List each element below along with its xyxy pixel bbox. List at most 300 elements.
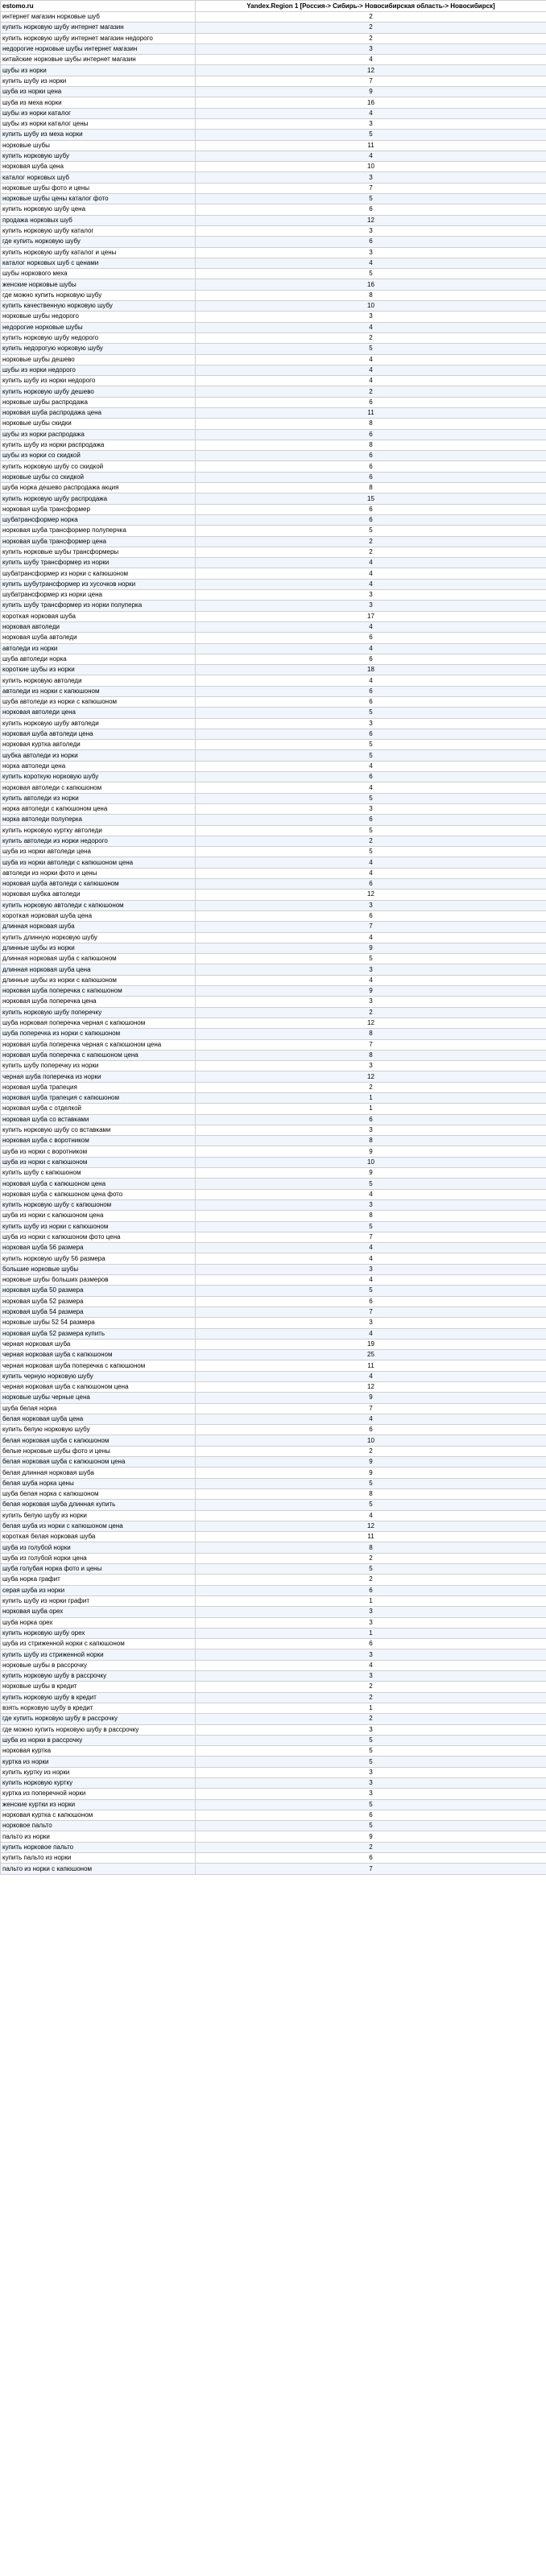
count-cell[interactable]: 17	[196, 611, 546, 621]
count-cell[interactable]: 9	[196, 943, 546, 953]
count-cell[interactable]: 3	[196, 43, 546, 54]
keyword-cell[interactable]: купить норковую шубу распродажа	[1, 493, 196, 504]
count-cell[interactable]: 9	[196, 986, 546, 997]
keyword-cell[interactable]: белая шуба норка цены	[1, 1478, 196, 1488]
count-cell[interactable]: 5	[196, 1500, 546, 1510]
keyword-cell[interactable]: женские куртки из норки	[1, 1799, 196, 1810]
keyword-cell[interactable]: шуба из норки с капюшоном цена	[1, 1211, 196, 1221]
count-cell[interactable]: 2	[196, 1714, 546, 1724]
count-cell[interactable]: 8	[196, 1211, 546, 1221]
keyword-cell[interactable]: купить шубу из норки графит	[1, 1596, 196, 1606]
count-cell[interactable]: 2	[196, 836, 546, 846]
keyword-cell[interactable]: купить норковую шубу со скидкой	[1, 461, 196, 472]
keyword-cell[interactable]: купить шубу с капюшоном	[1, 1168, 196, 1179]
keyword-cell[interactable]: где купить норковую шубу	[1, 237, 196, 247]
count-cell[interactable]: 6	[196, 686, 546, 696]
count-cell[interactable]: 4	[196, 868, 546, 878]
keyword-cell[interactable]: норковая шуба орех	[1, 1607, 196, 1617]
count-cell[interactable]: 6	[196, 451, 546, 461]
keyword-cell[interactable]: норка автоледи с капюшоном цена	[1, 803, 196, 814]
count-cell[interactable]: 5	[196, 1286, 546, 1296]
keyword-cell[interactable]: норковые шубы фото и цены	[1, 183, 196, 193]
keyword-cell[interactable]: норковая шуба цена	[1, 162, 196, 172]
keyword-cell[interactable]: купить норковую шубу со вставками	[1, 1125, 196, 1135]
keyword-cell[interactable]: купить белую шубу из норки	[1, 1510, 196, 1521]
count-cell[interactable]: 5	[196, 954, 546, 964]
keyword-cell[interactable]: купить шубу из норки с капюшоном	[1, 1221, 196, 1232]
count-cell[interactable]: 6	[196, 879, 546, 890]
count-cell[interactable]: 4	[196, 108, 546, 118]
keyword-cell[interactable]: купить норковую шубу с капюшоном	[1, 1199, 196, 1210]
keyword-cell[interactable]: норковая автоледи с капюшоном	[1, 782, 196, 793]
count-cell[interactable]: 11	[196, 407, 546, 418]
count-cell[interactable]: 6	[196, 654, 546, 664]
count-cell[interactable]: 2	[196, 1575, 546, 1585]
count-cell[interactable]: 9	[196, 1146, 546, 1157]
keyword-cell[interactable]: норковая шуба трансформер	[1, 504, 196, 514]
count-cell[interactable]: 7	[196, 76, 546, 86]
count-cell[interactable]: 5	[196, 194, 546, 204]
keyword-cell[interactable]: купить норковую шубу интернет магазин	[1, 23, 196, 33]
keyword-cell[interactable]: норковая шуба распродажа цена	[1, 407, 196, 418]
keyword-cell[interactable]: норковая шуба трансформер цена	[1, 536, 196, 547]
keyword-cell[interactable]: шубы из норки каталог цены	[1, 118, 196, 129]
keyword-cell[interactable]: шуба из норки цена	[1, 87, 196, 97]
count-cell[interactable]: 5	[196, 1179, 546, 1189]
count-cell[interactable]: 5	[196, 269, 546, 279]
count-cell[interactable]: 10	[196, 301, 546, 312]
keyword-cell[interactable]: белая длинная норковая шуба	[1, 1468, 196, 1478]
count-cell[interactable]: 4	[196, 322, 546, 332]
keyword-cell[interactable]: норковые шубы цены каталог фото	[1, 194, 196, 204]
count-cell[interactable]: 15	[196, 493, 546, 504]
keyword-cell[interactable]: норковая шуба автоледи с капюшоном	[1, 879, 196, 890]
keyword-cell[interactable]: купить норковую шубу дешево	[1, 386, 196, 397]
keyword-cell[interactable]: недорогие норковые шубы интернет магазин	[1, 43, 196, 54]
count-cell[interactable]: 16	[196, 97, 546, 108]
count-cell[interactable]: 2	[196, 386, 546, 397]
count-cell[interactable]: 6	[196, 1296, 546, 1307]
count-cell[interactable]: 12	[196, 1018, 546, 1028]
count-cell[interactable]: 5	[196, 1746, 546, 1757]
keyword-cell[interactable]: шубы из норки недорого	[1, 365, 196, 375]
keyword-cell[interactable]: купить норковую шубу орех	[1, 1628, 196, 1638]
keyword-cell[interactable]: купить шубу из норки распродажа	[1, 440, 196, 450]
keyword-cell[interactable]: норковая шуба поперечка с капюшоном цена	[1, 1050, 196, 1060]
count-cell[interactable]: 4	[196, 975, 546, 985]
keyword-cell[interactable]: купить шубу из норки	[1, 76, 196, 86]
keyword-cell[interactable]: шуба автоледи из норки с капюшоном	[1, 697, 196, 708]
keyword-cell[interactable]: каталог норковых шуб с ценами	[1, 258, 196, 268]
count-cell[interactable]: 2	[196, 1446, 546, 1456]
count-cell[interactable]: 4	[196, 1510, 546, 1521]
keyword-cell[interactable]: шуба из норки с воротником	[1, 1146, 196, 1157]
keyword-cell[interactable]: купить норковое пальто	[1, 1842, 196, 1852]
keyword-cell[interactable]: норковая шуба автоледи	[1, 633, 196, 643]
keyword-cell[interactable]: шубы из норки со скидкой	[1, 451, 196, 461]
keyword-cell[interactable]: норковая шуба с отделкой	[1, 1104, 196, 1114]
keyword-cell[interactable]: шуба голубая норка фото и цены	[1, 1564, 196, 1575]
count-cell[interactable]: 3	[196, 225, 546, 236]
count-cell[interactable]: 3	[196, 900, 546, 910]
count-cell[interactable]: 3	[196, 1617, 546, 1628]
keyword-cell[interactable]: норковая шуба поперечка с капюшоном	[1, 986, 196, 997]
count-cell[interactable]: 5	[196, 526, 546, 536]
keyword-cell[interactable]: серая шуба из норки	[1, 1585, 196, 1596]
count-cell[interactable]: 9	[196, 1168, 546, 1179]
keyword-cell[interactable]: черная шуба поперечка из норки	[1, 1071, 196, 1082]
count-cell[interactable]: 8	[196, 440, 546, 450]
count-cell[interactable]: 6	[196, 461, 546, 472]
count-cell[interactable]: 6	[196, 514, 546, 525]
count-cell[interactable]: 3	[196, 601, 546, 611]
keyword-cell[interactable]: большие норковые шубы	[1, 1264, 196, 1274]
count-cell[interactable]: 4	[196, 1189, 546, 1199]
count-cell[interactable]: 3	[196, 312, 546, 322]
count-cell[interactable]: 3	[196, 1607, 546, 1617]
keyword-cell[interactable]: норковая автоледи цена	[1, 708, 196, 718]
keyword-cell[interactable]: норковая куртка	[1, 1746, 196, 1757]
count-cell[interactable]: 3	[196, 1125, 546, 1135]
keyword-cell[interactable]: купить норковую шубу интернет магазин недорого	[1, 33, 196, 43]
count-cell[interactable]: 4	[196, 932, 546, 943]
keyword-cell[interactable]: автоледи из норки фото и цены	[1, 868, 196, 878]
keyword-cell[interactable]: шуба поперечка из норки с капюшоном	[1, 1029, 196, 1039]
count-cell[interactable]: 18	[196, 665, 546, 675]
keyword-cell[interactable]: норковая шуба поперечка черная с капюшоном цена	[1, 1039, 196, 1050]
keyword-cell[interactable]: купить шубутрансформер из хусочков норки	[1, 579, 196, 589]
count-cell[interactable]: 5	[196, 708, 546, 718]
keyword-cell[interactable]: короткая норковая шуба	[1, 611, 196, 621]
count-cell[interactable]: 25	[196, 1350, 546, 1360]
count-cell[interactable]: 3	[196, 118, 546, 129]
count-cell[interactable]: 4	[196, 621, 546, 632]
count-cell[interactable]: 12	[196, 1382, 546, 1393]
keyword-cell[interactable]: шуба из меха норки	[1, 97, 196, 108]
count-cell[interactable]: 3	[196, 1789, 546, 1799]
keyword-cell[interactable]: длинная норковая шуба с капюшоном	[1, 954, 196, 964]
count-cell[interactable]: 2	[196, 12, 546, 23]
keyword-cell[interactable]: купить шубу трансформер из норки	[1, 558, 196, 568]
keyword-cell[interactable]: купить шубу из стриженной норки	[1, 1649, 196, 1660]
keyword-cell[interactable]: шуба норковая поперечка черная с капюшоном	[1, 1018, 196, 1028]
count-cell[interactable]: 5	[196, 750, 546, 761]
count-cell[interactable]: 12	[196, 1521, 546, 1531]
keyword-cell[interactable]: короткая белая норковая шуба	[1, 1532, 196, 1542]
keyword-cell[interactable]: китайские норковые шубы интернет магазин	[1, 55, 196, 65]
keyword-cell[interactable]: шуба из голубой норки цена	[1, 1553, 196, 1563]
keyword-cell[interactable]: купить автоледи из норки недорого	[1, 836, 196, 846]
count-cell[interactable]: 3	[196, 1671, 546, 1682]
keyword-cell[interactable]: купить норковые шубы трансформеры	[1, 547, 196, 557]
keyword-cell[interactable]: женские норковые шубы	[1, 279, 196, 290]
keyword-cell[interactable]: купить качественную норковую шубу	[1, 301, 196, 312]
keyword-cell[interactable]: длинные шубы из норки с капюшоном	[1, 975, 196, 985]
count-cell[interactable]: 6	[196, 1810, 546, 1820]
count-cell[interactable]: 5	[196, 793, 546, 803]
count-cell[interactable]: 10	[196, 1157, 546, 1167]
keyword-cell[interactable]: купить норковую шубу	[1, 151, 196, 161]
keyword-cell[interactable]: шубатрансформер из норки цена	[1, 590, 196, 601]
keyword-cell[interactable]: купить норковую шубу автоледи	[1, 718, 196, 729]
count-cell[interactable]: 3	[196, 1264, 546, 1274]
keyword-cell[interactable]: купить шубу поперечку из норки	[1, 1061, 196, 1071]
keyword-cell[interactable]: норковые шубы скидки	[1, 419, 196, 429]
keyword-cell[interactable]: белая шуба из норки с капюшоном цена	[1, 1521, 196, 1531]
keyword-cell[interactable]: продажа норковых шуб	[1, 215, 196, 225]
count-cell[interactable]: 6	[196, 1425, 546, 1435]
keyword-cell[interactable]: купить норковую автоледи с капюшоном	[1, 900, 196, 910]
count-cell[interactable]: 6	[196, 472, 546, 482]
count-cell[interactable]: 3	[196, 590, 546, 601]
count-cell[interactable]: 6	[196, 1585, 546, 1596]
count-cell[interactable]: 3	[196, 1724, 546, 1735]
count-cell[interactable]: 8	[196, 419, 546, 429]
keyword-cell[interactable]: шубы норкового меха	[1, 269, 196, 279]
count-cell[interactable]: 4	[196, 568, 546, 579]
count-cell[interactable]: 6	[196, 772, 546, 782]
keyword-cell[interactable]: норковые шубы 52 54 размера	[1, 1318, 196, 1328]
count-cell[interactable]: 2	[196, 1842, 546, 1852]
keyword-cell[interactable]: норковые шубы больших размеров	[1, 1275, 196, 1286]
keyword-cell[interactable]: купить норковую шубу поперечку	[1, 1007, 196, 1018]
keyword-cell[interactable]: норковая шуба 50 размера	[1, 1286, 196, 1296]
count-cell[interactable]: 4	[196, 376, 546, 386]
count-cell[interactable]: 7	[196, 183, 546, 193]
count-cell[interactable]: 9	[196, 1468, 546, 1478]
count-cell[interactable]: 3	[196, 1199, 546, 1210]
keyword-cell[interactable]: купить короткую норковую шубу	[1, 772, 196, 782]
keyword-cell[interactable]: длинные шубы из норки	[1, 943, 196, 953]
keyword-cell[interactable]: взять норковую шубу в кредит	[1, 1703, 196, 1713]
count-cell[interactable]: 4	[196, 258, 546, 268]
keyword-cell[interactable]: шубка автоледи из норки	[1, 750, 196, 761]
keyword-cell[interactable]: белые норковые шубы фото и цены	[1, 1446, 196, 1456]
count-cell[interactable]: 5	[196, 1221, 546, 1232]
count-cell[interactable]: 6	[196, 697, 546, 708]
count-cell[interactable]: 2	[196, 33, 546, 43]
count-cell[interactable]: 2	[196, 1553, 546, 1563]
column-header-site[interactable]: estomo.ru	[1, 1, 196, 12]
keyword-cell[interactable]: норковая шуба 52 размера	[1, 1296, 196, 1307]
count-cell[interactable]: 5	[196, 1757, 546, 1767]
count-cell[interactable]: 2	[196, 1682, 546, 1692]
keyword-cell[interactable]: норковое пальто	[1, 1821, 196, 1831]
count-cell[interactable]: 3	[196, 1318, 546, 1328]
count-cell[interactable]: 3	[196, 1767, 546, 1777]
keyword-cell[interactable]: шуба норка орех	[1, 1617, 196, 1628]
keyword-cell[interactable]: купить длинную норковую шубу	[1, 932, 196, 943]
keyword-cell[interactable]: черная норковая шуба	[1, 1339, 196, 1349]
count-cell[interactable]: 4	[196, 1243, 546, 1253]
count-cell[interactable]: 16	[196, 279, 546, 290]
count-cell[interactable]: 7	[196, 1864, 546, 1874]
count-cell[interactable]: 1	[196, 1092, 546, 1103]
count-cell[interactable]: 4	[196, 1371, 546, 1381]
count-cell[interactable]: 3	[196, 1061, 546, 1071]
keyword-cell[interactable]: норковая шуба со вставками	[1, 1114, 196, 1125]
count-cell[interactable]: 8	[196, 1050, 546, 1060]
keyword-cell[interactable]: норка автоледи полуперка	[1, 815, 196, 825]
count-cell[interactable]: 8	[196, 290, 546, 300]
keyword-cell[interactable]: купить автоледи из норки	[1, 793, 196, 803]
keyword-cell[interactable]: купить шубу из норки недорого	[1, 376, 196, 386]
keyword-cell[interactable]: купить недорогую норковую шубу	[1, 344, 196, 354]
count-cell[interactable]: 2	[196, 332, 546, 343]
count-cell[interactable]: 2	[196, 1692, 546, 1703]
keyword-cell[interactable]: пальто из норки с капюшоном	[1, 1864, 196, 1874]
count-cell[interactable]: 6	[196, 237, 546, 247]
keyword-cell[interactable]: норковая шуба с капюшоном цена фото	[1, 1189, 196, 1199]
count-cell[interactable]: 8	[196, 1029, 546, 1039]
count-cell[interactable]: 5	[196, 1478, 546, 1488]
count-cell[interactable]: 4	[196, 1414, 546, 1424]
keyword-cell[interactable]: белая норковая шуба с капюшоном цена	[1, 1457, 196, 1468]
keyword-cell[interactable]: купить пальто из норки	[1, 1853, 196, 1864]
keyword-cell[interactable]: шубы из норки	[1, 65, 196, 76]
count-cell[interactable]: 3	[196, 718, 546, 729]
count-cell[interactable]: 8	[196, 483, 546, 493]
keyword-cell[interactable]: короткая норковая шуба цена	[1, 910, 196, 921]
count-cell[interactable]: 4	[196, 1253, 546, 1264]
keyword-cell[interactable]: черная норковая шуба с капюшоном цена	[1, 1382, 196, 1393]
count-cell[interactable]: 10	[196, 1435, 546, 1446]
count-cell[interactable]: 12	[196, 1071, 546, 1082]
count-cell[interactable]: 3	[196, 1777, 546, 1788]
count-cell[interactable]: 6	[196, 1114, 546, 1125]
count-cell[interactable]: 2	[196, 1007, 546, 1018]
keyword-cell[interactable]: норковая шуба с воротником	[1, 1136, 196, 1146]
count-cell[interactable]: 4	[196, 55, 546, 65]
keyword-cell[interactable]: купить норковую шубу 56 размера	[1, 1253, 196, 1264]
keyword-cell[interactable]: шубатрансформер из норки с капюшоном	[1, 568, 196, 579]
keyword-cell[interactable]: длинная норковая шуба	[1, 922, 196, 932]
count-cell[interactable]: 4	[196, 675, 546, 686]
keyword-cell[interactable]: норковые шубы	[1, 140, 196, 151]
keyword-cell[interactable]: шуба норка дешево распродажа акция	[1, 483, 196, 493]
keyword-cell[interactable]: белая норковая шуба цена	[1, 1414, 196, 1424]
count-cell[interactable]: 5	[196, 740, 546, 750]
keyword-cell[interactable]: шуба автоледи норка	[1, 654, 196, 664]
keyword-cell[interactable]: где купить норковую шубу в рассрочку	[1, 1714, 196, 1724]
keyword-cell[interactable]: черная норковая шуба поперечка с капюшоном	[1, 1360, 196, 1371]
keyword-cell[interactable]: купить шубу трансформер из норки полуперка	[1, 601, 196, 611]
keyword-cell[interactable]: белая норковая шуба длинная купить	[1, 1500, 196, 1510]
keyword-cell[interactable]: норковые шубы черные цена	[1, 1393, 196, 1403]
keyword-cell[interactable]: шуба из норки автоледи цена	[1, 847, 196, 857]
count-cell[interactable]: 11	[196, 1532, 546, 1542]
count-cell[interactable]: 3	[196, 172, 546, 183]
keyword-cell[interactable]: шуба из голубой норки	[1, 1542, 196, 1553]
count-cell[interactable]: 7	[196, 1307, 546, 1317]
keyword-cell[interactable]: короткие шубы из норки	[1, 665, 196, 675]
keyword-cell[interactable]: каталог норковых шуб	[1, 172, 196, 183]
count-cell[interactable]: 4	[196, 1328, 546, 1339]
keyword-cell[interactable]: длинная норковая шуба цена	[1, 964, 196, 975]
keyword-cell[interactable]: норковая шуба 52 размера купить	[1, 1328, 196, 1339]
keyword-cell[interactable]: шубы из норки распродажа	[1, 429, 196, 440]
keyword-cell[interactable]: норковые шубы в рассрочку	[1, 1660, 196, 1670]
count-cell[interactable]: 1	[196, 1104, 546, 1114]
count-cell[interactable]: 12	[196, 890, 546, 900]
keyword-cell[interactable]: норковые шубы дешево	[1, 354, 196, 365]
count-cell[interactable]: 4	[196, 643, 546, 654]
count-cell[interactable]: 9	[196, 87, 546, 97]
count-cell[interactable]: 5	[196, 1735, 546, 1745]
count-cell[interactable]: 2	[196, 536, 546, 547]
keyword-cell[interactable]: шуба из стриженной норки с капюшоном	[1, 1639, 196, 1649]
count-cell[interactable]: 4	[196, 1275, 546, 1286]
count-cell[interactable]: 3	[196, 1649, 546, 1660]
count-cell[interactable]: 12	[196, 215, 546, 225]
count-cell[interactable]: 5	[196, 1799, 546, 1810]
keyword-cell[interactable]: норковые шубы распродажа	[1, 397, 196, 407]
keyword-cell[interactable]: норковая куртка с капюшоном	[1, 1810, 196, 1820]
count-cell[interactable]: 7	[196, 1232, 546, 1242]
keyword-cell[interactable]: норковая шуба 54 размера	[1, 1307, 196, 1317]
keyword-cell[interactable]: шуба из норки в рассрочку	[1, 1735, 196, 1745]
keyword-cell[interactable]: купить белую норковую шубу	[1, 1425, 196, 1435]
keyword-cell[interactable]: пальто из норки	[1, 1831, 196, 1842]
keyword-cell[interactable]: норковые шубы недорого	[1, 312, 196, 322]
count-cell[interactable]: 4	[196, 761, 546, 771]
keyword-cell[interactable]: куртка из поперечной норки	[1, 1789, 196, 1799]
count-cell[interactable]: 6	[196, 1639, 546, 1649]
count-cell[interactable]: 9	[196, 1393, 546, 1403]
count-cell[interactable]: 12	[196, 65, 546, 76]
keyword-cell[interactable]: интернет магазин норковые шуб	[1, 12, 196, 23]
count-cell[interactable]: 5	[196, 344, 546, 354]
count-cell[interactable]: 6	[196, 204, 546, 215]
keyword-cell[interactable]: норковая куртка автоледи	[1, 740, 196, 750]
keyword-cell[interactable]: норковые шубы в кредит	[1, 1682, 196, 1692]
count-cell[interactable]: 2	[196, 23, 546, 33]
keyword-cell[interactable]: купить норковую шубу недорого	[1, 332, 196, 343]
keyword-cell[interactable]: норковая шуба 56 размера	[1, 1243, 196, 1253]
keyword-cell[interactable]: шубы из норки каталог	[1, 108, 196, 118]
count-cell[interactable]: 8	[196, 1488, 546, 1499]
keyword-cell[interactable]: купить куртку из норки	[1, 1767, 196, 1777]
keyword-cell[interactable]: недорогие норковые шубы	[1, 322, 196, 332]
count-cell[interactable]: 9	[196, 1457, 546, 1468]
keyword-cell[interactable]: где можно купить норковую шубу в рассрочку	[1, 1724, 196, 1735]
keyword-cell[interactable]: автоледи из норки	[1, 643, 196, 654]
count-cell[interactable]: 8	[196, 1542, 546, 1553]
keyword-cell[interactable]: шубатрансформер норка	[1, 514, 196, 525]
keyword-cell[interactable]: купить норковую автоледи	[1, 675, 196, 686]
keyword-cell[interactable]: шуба белая норка с капюшоном	[1, 1488, 196, 1499]
keyword-cell[interactable]: норковая шубка автоледи	[1, 890, 196, 900]
keyword-cell[interactable]: норковая автоледи	[1, 621, 196, 632]
count-cell[interactable]: 2	[196, 1082, 546, 1092]
count-cell[interactable]: 5	[196, 130, 546, 140]
count-cell[interactable]: 4	[196, 1660, 546, 1670]
count-cell[interactable]: 6	[196, 1853, 546, 1864]
keyword-cell[interactable]: купить норковую куртку автоледи	[1, 825, 196, 836]
count-cell[interactable]: 4	[196, 365, 546, 375]
count-cell[interactable]: 3	[196, 964, 546, 975]
keyword-cell[interactable]: купить норковую шубу каталог	[1, 225, 196, 236]
count-cell[interactable]: 6	[196, 729, 546, 739]
keyword-cell[interactable]: купить норковую шубу каталог и цены	[1, 247, 196, 258]
count-cell[interactable]: 11	[196, 1360, 546, 1371]
count-cell[interactable]: 4	[196, 857, 546, 868]
keyword-cell[interactable]: шуба белая норка	[1, 1403, 196, 1414]
keyword-cell[interactable]: норковая шуба автоледи цена	[1, 729, 196, 739]
count-cell[interactable]: 9	[196, 1831, 546, 1842]
keyword-cell[interactable]: черная норковая шуба с капюшоном	[1, 1350, 196, 1360]
count-cell[interactable]: 4	[196, 151, 546, 161]
